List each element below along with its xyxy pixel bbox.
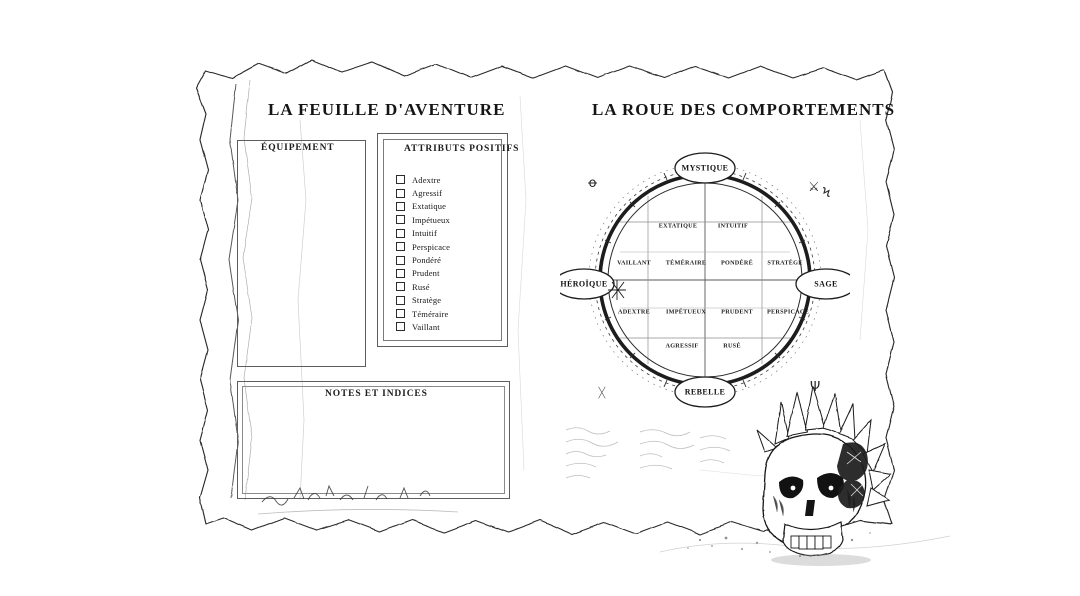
attribute-row[interactable] bbox=[396, 294, 506, 307]
attribute-checkbox[interactable] bbox=[396, 202, 405, 211]
wheel-label-temeraire: TÉMÉRAIRE bbox=[665, 259, 707, 267]
equipment-label: ÉQUIPEMENT bbox=[261, 143, 335, 153]
attribute-checkbox[interactable] bbox=[396, 282, 405, 291]
attribute-label: Rusé bbox=[412, 281, 430, 292]
attribute-label: Extatique bbox=[412, 201, 447, 212]
page-title-left: LA FEUILLE D'AVENTURE bbox=[268, 100, 506, 119]
attribute-row[interactable] bbox=[396, 307, 506, 320]
attribute-checkbox[interactable] bbox=[396, 189, 405, 198]
attribute-label: Prudent bbox=[412, 268, 440, 279]
attribute-row[interactable] bbox=[396, 186, 506, 199]
rune-glyph: Ϟ bbox=[822, 186, 831, 201]
wheel-label-perspicace: PERSPICACE bbox=[766, 308, 810, 316]
wheel-label-adextre: ADEXTRE bbox=[618, 308, 650, 316]
wheel-label-impetueux: IMPÉTUEUX bbox=[665, 308, 707, 316]
attribute-row[interactable] bbox=[396, 227, 506, 240]
page-title-right: LA ROUE DES COMPORTEMENTS bbox=[592, 100, 896, 119]
rune-glyph: ⚔ bbox=[808, 180, 820, 195]
equipment-panel bbox=[237, 140, 366, 367]
wheel-pole-right: SAGE bbox=[814, 279, 838, 289]
rune-glyph: ᚷ bbox=[598, 386, 606, 401]
attribute-checkbox[interactable] bbox=[396, 175, 405, 184]
attribute-checkbox[interactable] bbox=[396, 229, 405, 238]
wheel-pole-left: HÉROÏQUE bbox=[560, 279, 608, 289]
attribute-row[interactable] bbox=[396, 200, 506, 213]
attribute-label: Pondéré bbox=[412, 255, 442, 266]
wheel-label-vaillant: VAILLANT bbox=[617, 259, 651, 267]
attribute-label: Stratège bbox=[412, 295, 442, 306]
wheel-label-stratege: STRATÈGE bbox=[767, 259, 803, 267]
wheel-label-extatique: EXTATIQUE bbox=[658, 222, 698, 230]
attribute-checkbox[interactable] bbox=[396, 269, 405, 278]
attribute-checkbox[interactable] bbox=[396, 309, 405, 318]
wheel-label-prudent: PRUDENT bbox=[721, 308, 753, 316]
wheel-pole-top: MYSTIQUE bbox=[681, 163, 729, 173]
attribute-checkbox[interactable] bbox=[396, 215, 405, 224]
attribute-label: Vaillant bbox=[412, 321, 440, 332]
rune-glyph: Ψ bbox=[810, 380, 821, 395]
attribute-label: Téméraire bbox=[412, 308, 449, 319]
handwriting-scribbles bbox=[240, 410, 760, 550]
attribute-row[interactable] bbox=[396, 173, 506, 186]
wheel-label-intuitif: INTUITIF bbox=[717, 222, 749, 230]
attribute-checkbox[interactable] bbox=[396, 322, 405, 331]
attribute-label: Impétueux bbox=[412, 214, 450, 225]
wheel-label-ruse: RUSÉ bbox=[723, 342, 741, 350]
attribute-row[interactable] bbox=[396, 267, 506, 280]
attribute-label: Agressif bbox=[412, 188, 443, 199]
attribute-row[interactable] bbox=[396, 240, 506, 253]
rune-glyph: ꝋ bbox=[588, 176, 598, 191]
attribute-label: Perspicace bbox=[412, 241, 451, 252]
wheel-label-agressif: AGRESSIF bbox=[665, 342, 699, 350]
wheel-label-pondere: PONDÉRÉ bbox=[721, 259, 753, 267]
attributes-label: ATTRIBUTS POSITIFS bbox=[404, 144, 520, 154]
notes-label: NOTES ET INDICES bbox=[325, 389, 428, 399]
attribute-row[interactable] bbox=[396, 320, 506, 333]
wheel-pole-bottom: REBELLE bbox=[684, 387, 726, 397]
attribute-row[interactable] bbox=[396, 280, 506, 293]
attribute-label: Adextre bbox=[412, 174, 441, 185]
attributes-checkbox-list bbox=[396, 173, 506, 334]
attribute-checkbox[interactable] bbox=[396, 296, 405, 305]
attribute-row[interactable] bbox=[396, 213, 506, 226]
attribute-checkbox[interactable] bbox=[396, 242, 405, 251]
attribute-row[interactable] bbox=[396, 253, 506, 266]
attribute-checkbox[interactable] bbox=[396, 256, 405, 265]
attribute-label: Intuitif bbox=[412, 228, 437, 239]
